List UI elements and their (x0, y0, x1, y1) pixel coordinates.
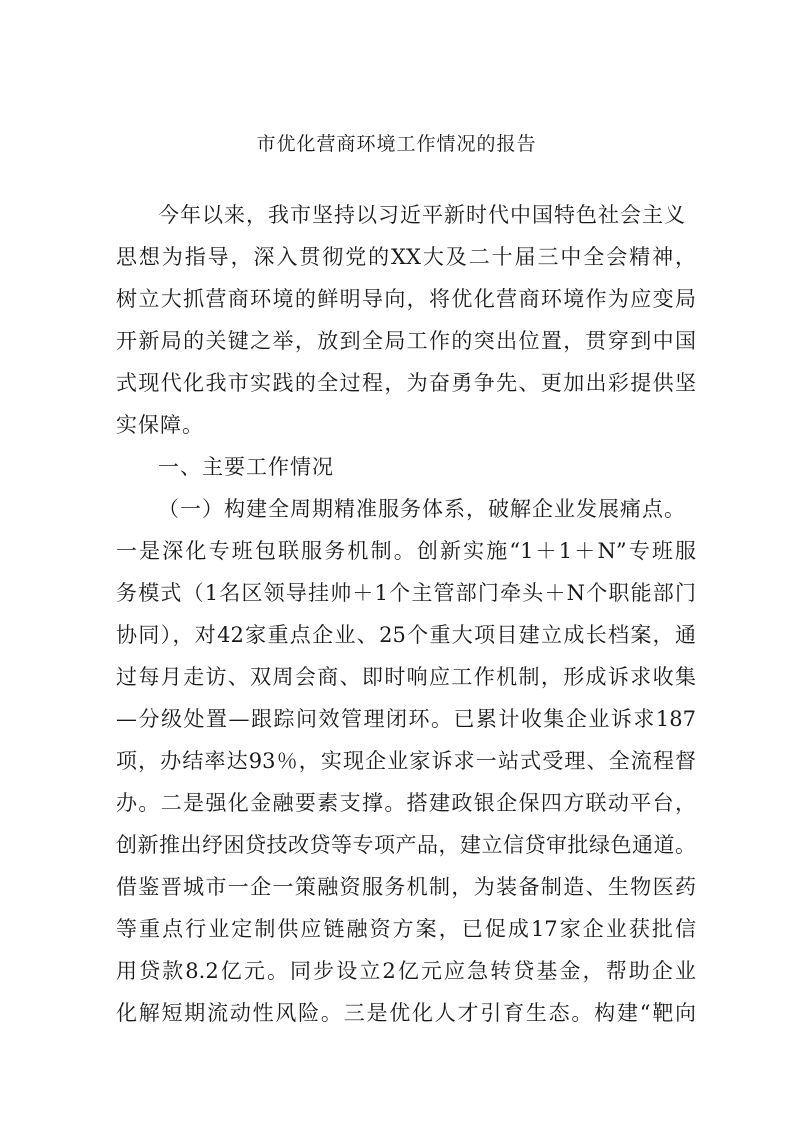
body-text-line: 借鉴晋城市一企一策融资服务机制，为装备制造、生物医药 (116, 875, 696, 899)
body-text-line: 用贷款8.2亿元。同步设立2亿元应急转贷基金，帮助企业 (116, 959, 696, 983)
body-text-line: 今年以来，我市坚持以习近平新时代中国特色社会主义 (158, 203, 686, 227)
document-title: 市优化营商环境工作情况的报告 (256, 133, 537, 155)
body-text-line: 化解短期流动性风险。三是优化人才引育生态。构建“靶向 (116, 1001, 696, 1025)
body-text-line: 办。二是强化金融要素支撑。搭建政银企保四方联动平台， (116, 791, 696, 815)
body-text-line: 项，办结率达93％，实现企业家诉求一站式受理、全流程督 (116, 749, 696, 773)
body-text-line: 思想为指导，深入贯彻党的XX大及二十届三中全会精神， (116, 245, 696, 269)
body-text-line: 实保障。 (116, 413, 204, 437)
body-text-line: 过每月走访、双周会商、即时响应工作机制，形成诉求收集 (116, 665, 696, 689)
section-heading: 一、主要工作情况 (158, 455, 334, 479)
body-text-line: 开新局的关键之举，放到全局工作的突出位置，贯穿到中国 (116, 329, 696, 353)
body-text-line: —分级处置—跟踪问效管理闭环。已累计收集企业诉求187 (116, 707, 696, 731)
body-text-line: 一是深化专班包联服务机制。创新实施“1＋1＋N”专班服 (116, 539, 696, 563)
body-text-line: 创新推出纾困贷技改贷等专项产品，建立信贷审批绿色通道。 (116, 833, 696, 857)
body-text-line: 协同），对42家重点企业、25个重大项目建立成长档案，通 (116, 623, 696, 647)
body-text-line: 务模式（1名区领导挂帅＋1个主管部门牵头＋N个职能部门 (116, 581, 696, 605)
body-text-line: 树立大抓营商环境的鲜明导向，将优化营商环境作为应变局 (116, 287, 696, 311)
body-text-line: 式现代化我市实践的全过程，为奋勇争先、更加出彩提供坚 (116, 371, 696, 395)
body-text-line: 等重点行业定制供应链融资方案，已促成17家企业获批信 (116, 917, 696, 941)
subsection-heading: （一）构建全周期精准服务体系，破解企业发展痛点。 (158, 497, 686, 521)
